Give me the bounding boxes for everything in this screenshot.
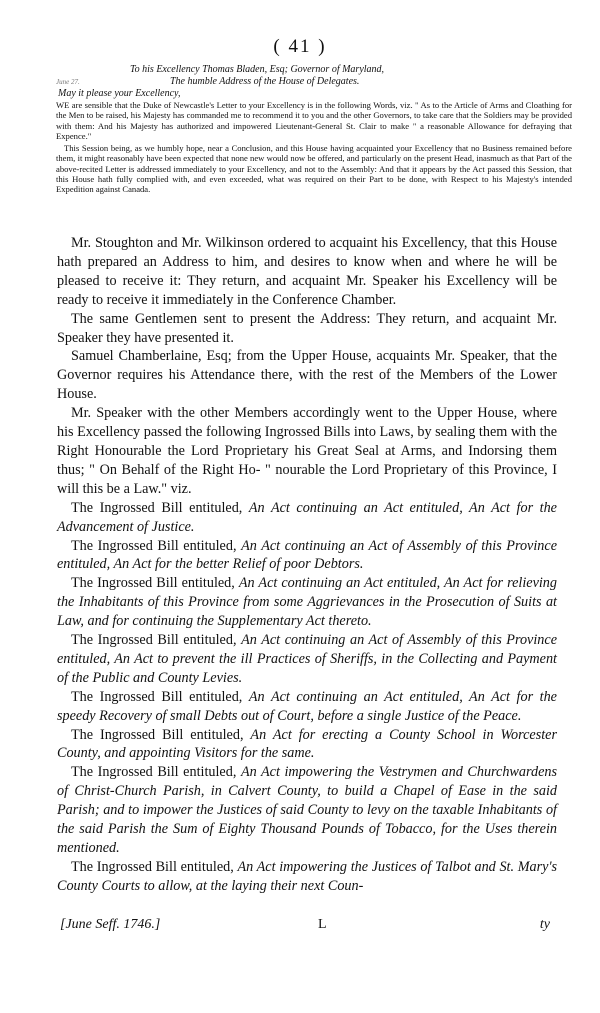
bill-entry (57, 763, 557, 858)
session-mark: [June Seff. 1746.] (60, 917, 161, 932)
margin-note: June 27. (56, 78, 80, 86)
bill-prefix: The Ingrossed Bill entituled, (71, 764, 241, 781)
bill-title: An Act continuing an Act entituled, An Act for relieving the Inhabitants of this Province from some Aggrievances in the Prosecution of Suits at Law, and for continuing the Supplementary Act thereto. (57, 575, 557, 630)
address-text (56, 100, 572, 195)
address-title: The humble Address of the House of Delegates. (170, 76, 360, 87)
body-paragraph-1: Mr. Stoughton and Mr. Wilkinson ordered to acquaint his Excellency, that this House hath prepared an Address to him, and desires to know when and where he will be pleased to receive it: They return, and acquaint Mr. Speaker his Excellency will be ready to receive it immediately in the Conference Chamber. (57, 235, 557, 308)
address-paragraph-1 (56, 100, 572, 141)
bill-title: An Act continuing an Act entituled, An Act for the Advancement of Justice. (57, 499, 557, 535)
bill-entry (57, 574, 557, 631)
bill-title: An Act impowering the Vestrymen and Churchwardens of Christ-Church Parish, in Calvert County, to build a Chapel of Ease in the said Parish; and to impower the Justices of said County to levy on the taxable Inhabitants of the said Parish the Sum of Eighty Thousand Pounds of Tobacco, for the Uses therein mentioned. (57, 764, 557, 856)
bill-prefix: The Ingrossed Bill entituled, (71, 575, 239, 592)
address-paragraph-2 (56, 143, 572, 194)
address-paragraph-1-text: WE are sensible that the Duke of Newcastle's Letter to your Excellency is in the following Words, viz. " As to the Article of Arms and Cloathing for the Men to be raised, his Majesty has commanded me to recommend it to you and the other Governors, to take care that the Soldiers may be provided with them: And his Majesty has authorized and impowered Lieutenant-General St. Clair to make " a reasonable Allowance for defraying that Expence." (56, 100, 572, 141)
bill-entry (57, 631, 557, 688)
bill-title: An Act impowering the Justices of Talbot and St. Mary's County Courts to allow, at the laying their next Coun- (57, 858, 558, 894)
body-paragraph-4: Mr. Speaker with the other Members accordingly went to the Upper House, where his Excellency passed the following Ingrossed Bills into Laws, by sealing them with the Right Honourable the Lord Proprietary his Great Seal at Arms, and Indorsing them thus; " On Behalf of the Right Ho- " nourable the Lord Proprietary of this Province, I will this be a Law." viz. (57, 405, 557, 497)
address-paragraph-2-text: This Session being, as we humbly hope, near a Conclusion, and this House having acquainted your Excellency that no Business remained before them, it might reasonably have been expected that none new would now be offered, and particularly on the present Head, inasmuch as that Part of the above-recited Letter is addressed immediately to your Excellency, and not to the Assembly: And that it appears by the Act passed this Session, that this House hath fully complied with, and even exceeded, what was required on their Part to be done, with Respect to his Majesty's intended Expedition against Canada. (56, 143, 572, 195)
body-paragraph-2: The same Gentlemen sent to present the Address: They return, and acquaint Mr. Speaker they have presented it. (57, 310, 557, 346)
page-number: ( 41 ) (273, 36, 327, 57)
bill-prefix: The Ingrossed Bill entituled, (71, 726, 251, 743)
address-salutation: May it please your Excellency, (58, 88, 181, 99)
bill-prefix: The Ingrossed Bill entituled, (71, 858, 238, 875)
bill-prefix: The Ingrossed Bill entituled, (71, 688, 249, 705)
bill-entry (57, 499, 557, 537)
signature-mark: L (318, 917, 327, 932)
bill-title: An Act for erecting a County School in Worcester County, and appointing Visitors for the same. (57, 726, 557, 762)
bill-prefix: The Ingrossed Bill entituled, (71, 537, 242, 554)
bill-entry (57, 858, 557, 896)
body-paragraph-3: Samuel Chamberlaine, Esq; from the Upper House, acquaints Mr. Speaker, that the Governor requires his Attendance there, with the rest of the Members of the Lower House. (57, 348, 557, 403)
bill-title: An Act continuing an Act entituled, An Act for the speedy Recovery of small Debts out of Court, before a single Justice of the Peace. (57, 688, 557, 724)
bill-title: An Act continuing an Act of Assembly of this Province entituled, An Act to prevent the ill Practices of Sheriffs, in the Collecting and Payment of the Public and County Levies. (57, 632, 557, 686)
address-recipient: To his Excellency Thomas Bladen, Esq; Governor of Maryland, (130, 64, 385, 75)
bill-entry (57, 688, 557, 726)
catchword: ty (539, 917, 550, 932)
bill-entry (57, 537, 557, 575)
bill-prefix: The Ingrossed Bill entituled, (71, 632, 242, 649)
journal-body (57, 234, 557, 896)
bill-entry (57, 726, 557, 764)
bill-prefix: The Ingrossed Bill entituled, (71, 499, 249, 516)
bill-title: An Act continuing an Act of Assembly of this Province entituled, An Act for the better Relief of poor Debtors. (57, 537, 557, 573)
